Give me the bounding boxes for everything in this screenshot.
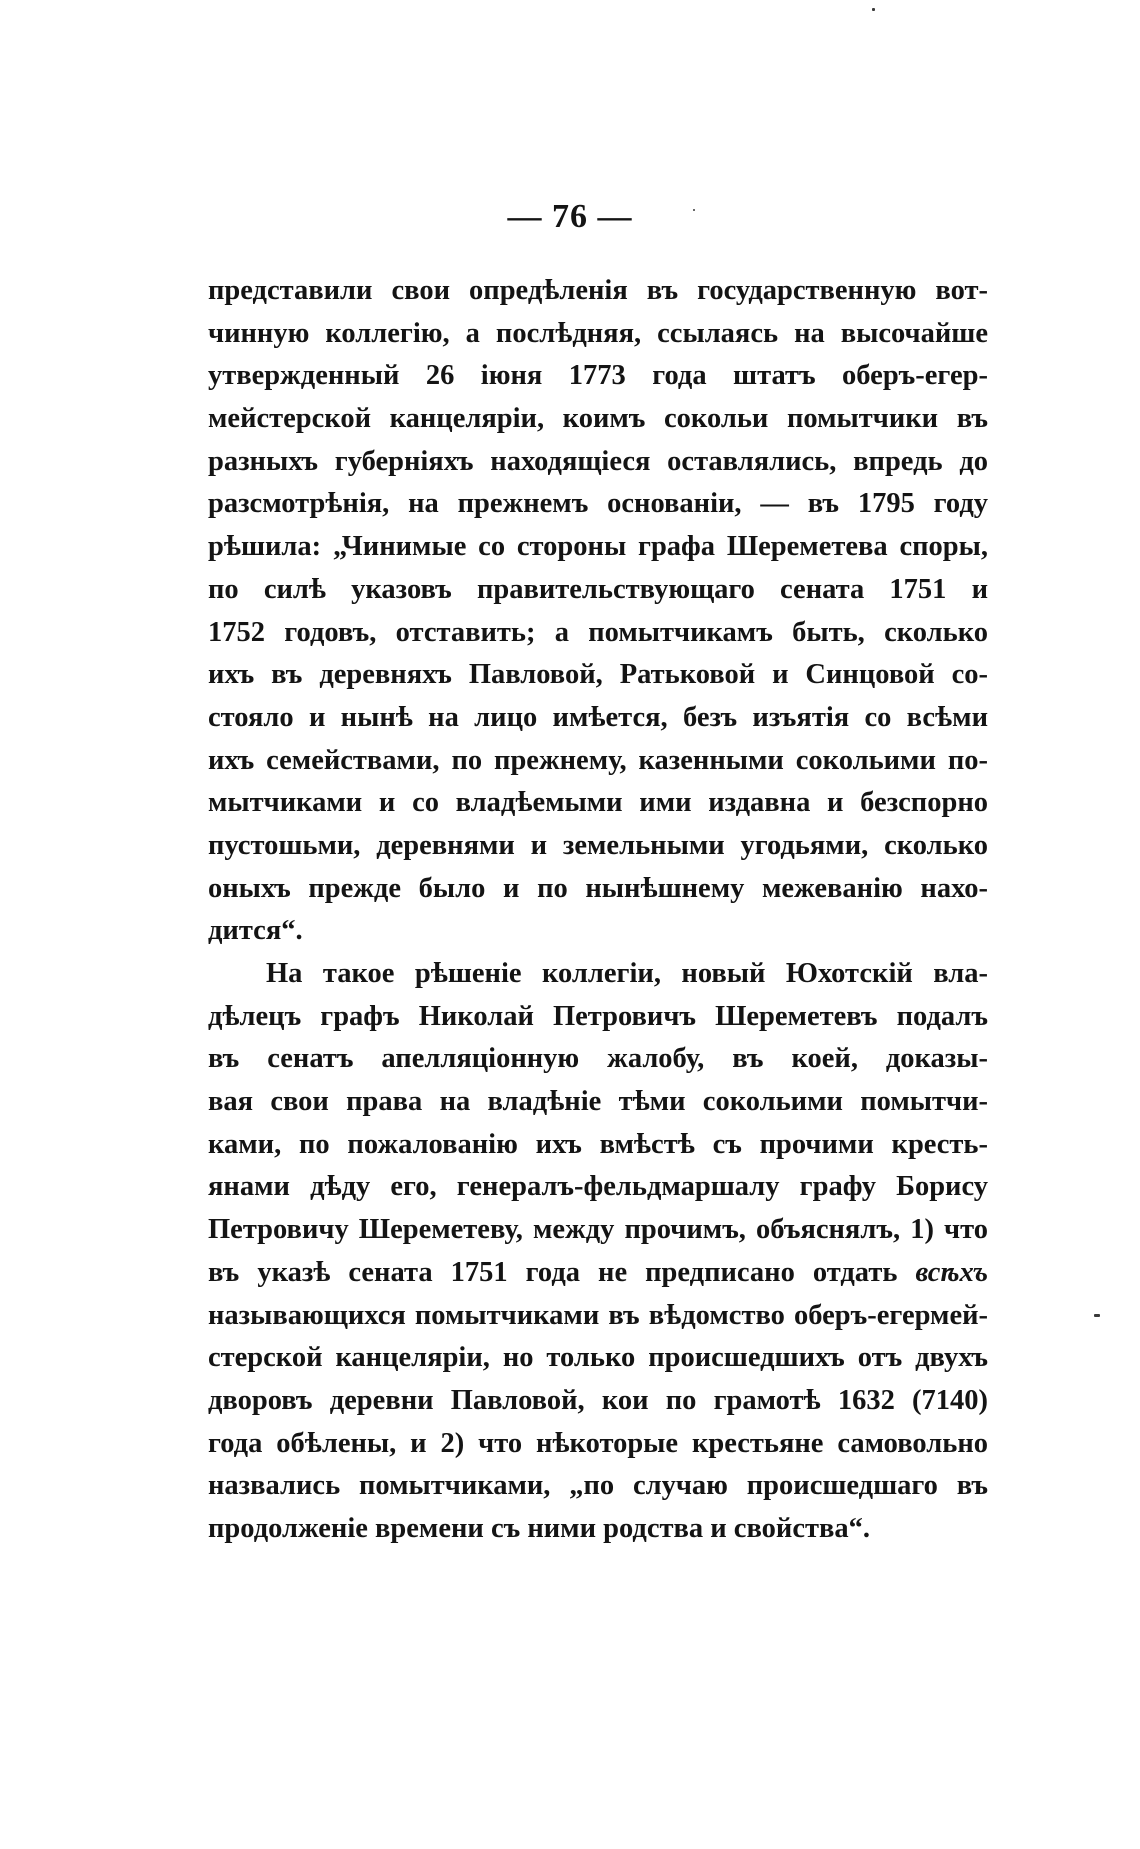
text-line: стояло и нынѣ на лицо имѣется, безъ изъятія со всѣми [208,701,988,733]
text-line: утвержденный 26 іюня 1773 года штатъ оберъ-егер- [208,360,988,392]
text-line: назвались помытчиками, „по случаю происшедшаго въ [208,1470,988,1502]
page-number: — 76 — [507,198,633,235]
text-line: оныхъ прежде было и по нынѣшнему межеванію нахо- [208,872,988,904]
text-line: вая свои права на владѣніе тѣми сокольими помытчи- [208,1086,988,1118]
text-line: пустошьми, деревнями и земельными угодьями, сколько [208,829,988,861]
text-line: стерской канцеляріи, но только происшедшихъ отъ двухъ [208,1342,988,1374]
text-line: представили свои опредѣленія въ государственную вот- [208,275,988,306]
text-line-with-italic [208,1252,988,1295]
text-line: разныхъ губерніяхъ находящіеся оставлялись, впредь до [208,445,988,477]
text-line: по силѣ указовъ правительствующаго сената 1751 и [208,573,988,605]
text-line: въ сенатъ апелляціонную жалобу, въ коей, доказы- [208,1043,988,1075]
scan-speck [872,8,875,11]
text-line: Петровичу Шереметеву, между прочимъ, объяснялъ, 1) что [208,1214,988,1246]
italic-word: всѣхъ [915,1256,989,1288]
scan-speck [693,209,695,211]
text-line: продолженіе времени съ ними родства и свойства“. [208,1512,870,1544]
text-line: дѣлецъ графъ Николай Петровичъ Шереметевъ подалъ [208,1000,988,1032]
text-line: называющихся помытчиками въ вѣдомство оберъ-егермей- [208,1299,988,1331]
text-line: чинную коллегію, а послѣдняя, ссылаясь на высочайше [208,317,988,349]
text-line: рѣшила: „Чинимые со стороны графа Шереметева споры, [208,531,988,563]
text-line: дворовъ деревни Павловой, кои по грамотѣ 1632 (7140) [208,1384,988,1416]
text-line: 1752 годовъ, отставить; а помытчикамъ быть, сколько [208,616,988,648]
text-fragment: въ указѣ сената 1751 года не предписано отдать [208,1256,898,1288]
text-line: ками, по пожалованію ихъ вмѣстѣ съ прочими кресть- [208,1128,988,1160]
text-line: мейстерской канцеляріи, коимъ сокольи помытчики въ [208,403,988,435]
scan-speck [1094,1314,1100,1317]
text-line: года обѣлены, и 2) что нѣкоторые крестьяне самовольно [208,1427,988,1459]
body-text [208,270,988,1551]
paragraph-1 [208,270,988,953]
text-line: На такое рѣшеніе коллегіи, новый Юхотскій вла- [266,958,988,989]
text-line: янами дѣду его, генералъ-фельдмаршалу графу Борису [208,1171,988,1203]
text-line: разсмотрѣнія, на прежнемъ основаніи, — въ 1795 году [208,488,988,520]
text-line: ихъ семействами, по прежнему, казенными сокольими по- [208,744,988,776]
text-line: дится“. [208,915,303,947]
text-line: мытчиками и со владѣемыми ими издавна и безспорно [208,787,988,819]
text-line: ихъ въ деревняхъ Павловой, Ратьковой и Синцовой со- [208,659,988,691]
paragraph-2 [208,953,988,1551]
